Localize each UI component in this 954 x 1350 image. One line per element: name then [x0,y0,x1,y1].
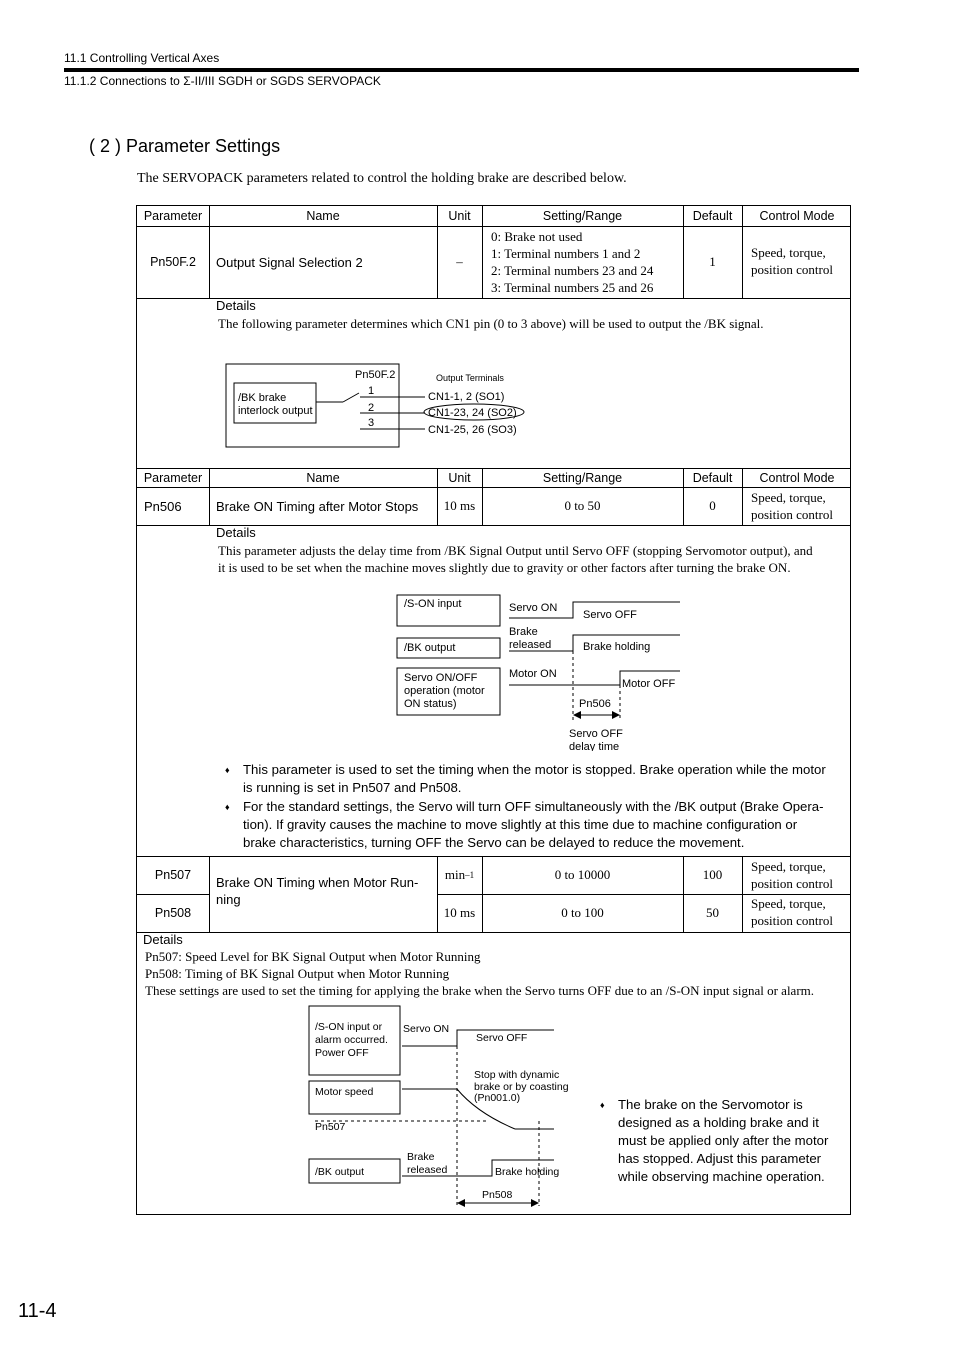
pn506-bullet-1: ♦ This parameter is used to set the timing when the motor is stopped. Brake operation while the motor is running is set in Pn507 and Pn508. [225,762,826,795]
terminal-so3: CN1-25, 26 (SO3) [428,424,517,436]
col-parameter-2: Parameter [143,470,203,485]
pn507-unit: min –1 [444,867,475,882]
pn507-508-name: Brake ON Timing when Motor Run- ning [216,875,419,907]
pn506-default: 0 [709,498,716,513]
col-mode-2: Control Mode [759,470,835,485]
pn506-unit: 10 ms [443,498,476,513]
pn507-param: Pn507 [154,868,192,882]
son-input-label: /S-ON input [404,598,462,610]
op-label-1: Servo ON/OFF [404,672,478,684]
pn50f-unit: – [456,254,463,269]
col-range: Setting/Range [542,209,623,223]
pn506-param: Pn506 [144,498,182,514]
pin-3: 3 [368,417,375,429]
pn507-details: Pn507: Speed Level for BK Signal Output when Motor Running Pn508: Timing of BK Signal Output when Motor Running These settings are used to set the timing for applying the brake when the Servo turns OFF due to an /S-ON input signal or alarm. [145,949,815,998]
bk-box-line2: interlock output [238,405,313,417]
col-mode: Control Mode [759,209,835,223]
intro-text: The SERVOPACK parameters related to control the holding brake are described below. [137,171,627,186]
header-rule [64,68,859,72]
pn506-diagram-label: Pn506 [579,698,611,710]
brake-holding-text-2: Brake holding [495,1166,560,1178]
pn508-param: Pn508 [154,906,192,920]
brake-note: ♦ The brake on the Servomotor is designed as a holding brake and it must be applied only after the motor has stopped. Adjust this parameter while observing machine operation. [600,1097,829,1184]
col-name: Name [306,209,340,223]
pin-2: 2 [368,402,375,414]
pin-1: 1 [368,385,375,397]
pn507-range: 0 to 10000 [554,867,611,882]
pn508-mode: Speed, torque, position control [751,896,833,928]
pn506-timing-diagram [137,591,851,751]
output-terminals-title: Output Terminals [436,373,504,383]
pn50f-details-label: Details [216,298,256,313]
bk-output-label: /BK output [404,642,456,654]
brake-holding-text: Brake holding [583,641,651,653]
pn50f-param: Pn50F.2 [150,255,196,269]
stop-text-2: brake or by coasting [474,1081,569,1093]
delay-text-2: delay time [569,741,620,751]
in-label-1: /S-ON input or [315,1021,383,1033]
stop-text-3: (Pn001.0) [474,1092,521,1104]
col-unit: Unit [448,209,471,223]
output-terminal-diagram [137,346,851,456]
col-default-2: Default [692,470,733,485]
motor-speed-label: Motor speed [315,1086,374,1098]
bk-output-label-2: /BK output [315,1166,365,1178]
col-name-2: Name [306,470,340,485]
pn50f-mode: Speed, torque, position control [751,245,833,277]
pn508-diagram-label: Pn508 [482,1189,513,1201]
page-number: 11-4 [18,1300,57,1322]
pn506-details: This parameter adjusts the delay time from /BK Signal Output until Servo OFF (stopping Servomotor output), and it is used to be set when the machine moves slightly due to gravity or other factors after turning the brake ON. [218,543,813,575]
pn507-mode: Speed, torque, position control [751,859,833,891]
section-title: ( 2 ) Parameter Settings [89,136,281,156]
brake-text: Brake [509,626,538,638]
pn507-default: 100 [702,867,723,882]
terminal-so1: CN1-1, 2 (SO1) [428,391,505,403]
pn507-diagram-label: Pn507 [315,1121,346,1133]
header-section: 11.1 Controlling Vertical Axes [64,51,220,65]
stop-text-1: Stop with dynamic [474,1069,560,1081]
pn50f-name: Output Signal Selection 2 [216,254,363,270]
bk-box-line1: /BK brake [238,392,287,404]
col-parameter: Parameter [143,209,203,223]
released-text-2: released [407,1164,448,1176]
brake-text-2: Brake [407,1151,435,1163]
header-subsection: 11.1.2 Connections to Σ-II/III SGDH or SGDS SERVOPACK [64,74,381,88]
in-label-2: alarm occurred. [315,1034,388,1046]
delay-text-1: Servo OFF [569,728,623,740]
col-unit-2: Unit [448,470,471,485]
pn506-range: 0 to 50 [564,498,601,513]
pn50f-diagram-label: Pn50F.2 [355,369,396,381]
servo-off-text-2: Servo OFF [476,1032,528,1044]
terminal-so2: CN1-23, 24 (SO2) [428,407,517,419]
servo-on-text: Servo ON [509,602,558,614]
col-range-2: Setting/Range [542,470,623,485]
servo-off-text: Servo OFF [583,609,637,621]
in-label-3: Power OFF [315,1047,369,1059]
pn508-default: 50 [706,905,719,920]
pn506-mode: Speed, torque, position control [751,490,833,522]
pn506-details-label: Details [216,525,256,540]
motor-on-text: Motor ON [509,668,557,680]
pn508-unit: 10 ms [443,905,476,920]
pn506-bullet-2: ♦ For the standard settings, the Servo will turn OFF simultaneously with the /BK output (Brake Opera- tion). If gravity causes the machine to move slightly at this time due to machine configuration or brake characteristics, turning OFF the Servo can be delayed to reduce the movement. [225,799,824,850]
pn507-details-label: Details [143,932,183,947]
pn50f-details: The following parameter determines which CN1 pin (0 to 3 above) will be used to output the /BK signal. [218,316,764,331]
pn508-range: 0 to 100 [561,905,604,920]
released-text: released [509,639,552,651]
pn50f-default: 1 [709,254,716,269]
pn50f-range: 0: Brake not used 1: Terminal numbers 1 and 2 2: Terminal numbers 23 and 24 3: Terminal numbers 25 and 26 [491,229,654,295]
op-label-2: operation (motor [404,685,485,697]
motor-off-text: Motor OFF [622,678,676,690]
op-label-3: ON status) [404,698,457,710]
col-default: Default [692,209,733,223]
parameter-table [136,205,851,1215]
pn506-name: Brake ON Timing after Motor Stops [216,498,419,514]
servo-on-text-2: Servo ON [403,1023,450,1035]
